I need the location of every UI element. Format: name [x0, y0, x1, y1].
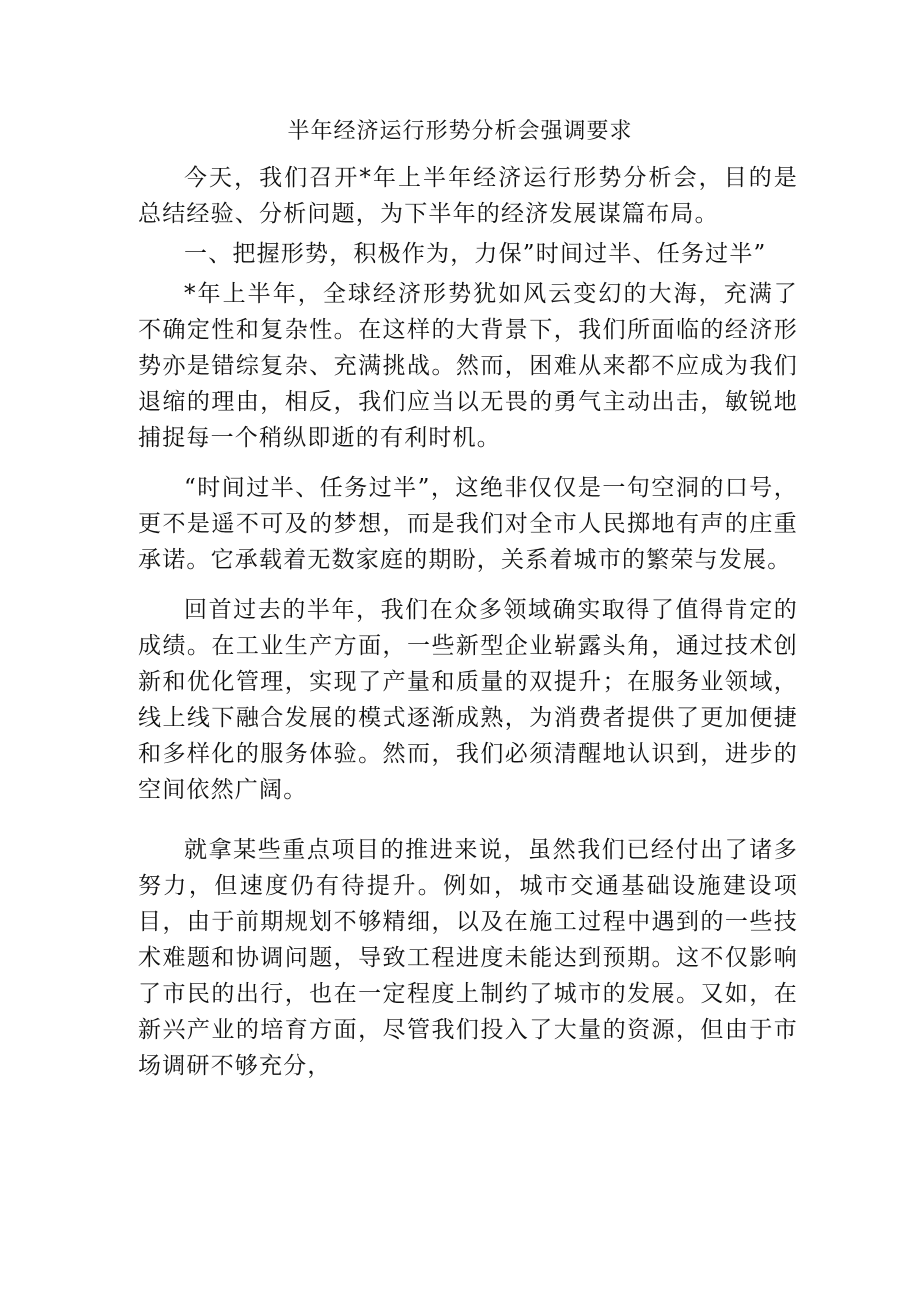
paragraph-promise: “时间过半、任务过半”，这绝非仅仅是一句空洞的口号，更不是遥不可及的梦想，而是我们对全市人民掷地有声的庄重承诺。它承载着无数家庭的期盼，关系着城市的繁荣与发展。 — [138, 475, 798, 573]
section-heading-1: 一、把握形势，积极作为，力保”时间过半、任务过半” — [184, 241, 767, 267]
paragraph-situation: *年上半年，全球经济形势犹如风云变幻的大海，充满了不确定性和复杂性。在这样的大背景下，我们所面临的经济形势亦是错综复杂、充满挑战。然而，困难从来都不应成为我们退缩的理由，相反，我们应当以无畏的勇气主动出击，敏锐地捕捉每一个稍纵即逝的有利时机。 — [138, 281, 798, 451]
paragraph-review: 回首过去的半年，我们在众多领域确实取得了值得肯定的成绩。在工业生产方面，一些新型企业崭露头角，通过技术创新和优化管理，实现了产量和质量的双提升；在服务业领域，线上线下融合发展的模式逐渐成熟，为消费者提供了更加便捷和多样化的服务体验。然而，我们必须清醒地认识到，进步的空间依然广阔。 — [138, 597, 798, 803]
paragraph-intro: 今天，我们召开*年上半年经济运行形势分析会，目的是总结经验、分析问题，为下半年的经济发展谋篇布局。 — [138, 165, 798, 227]
paragraph-key-projects: 就拿某些重点项目的推进来说，虽然我们已经付出了诸多努力，但速度仍有待提升。例如，城市交通基础设施建设项目，由于前期规划不够精细，以及在施工过程中遇到的一些技术难题和协调问题，导致工程进度未能达到预期。这不仅影响了市民的出行，也在一定程度上制约了城市的发展。又如，在新兴产业的培育方面，尽管我们投入了大量的资源，但由于市场调研不够充分， — [138, 837, 798, 1079]
document-body — [138, 160, 798, 1084]
document-title: 半年经济运行形势分析会强调要求 — [287, 119, 633, 144]
